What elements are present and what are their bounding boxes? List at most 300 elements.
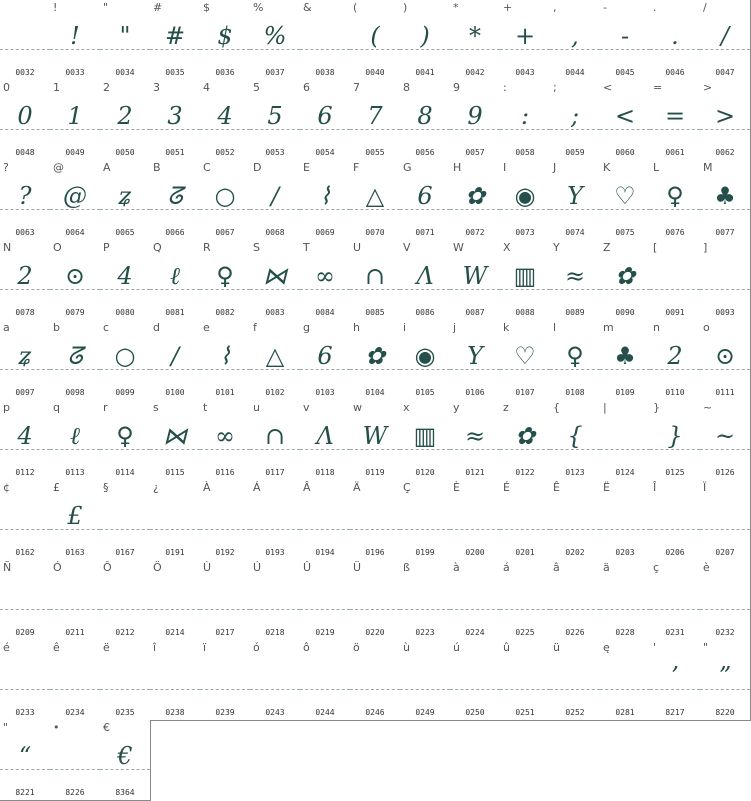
cell-code-label: 0079	[65, 308, 85, 317]
glyph-cell	[600, 480, 651, 561]
cell-baseline	[0, 609, 50, 610]
cell-code-label: 0220	[365, 628, 385, 637]
cell-baseline	[650, 529, 700, 530]
glyph-cell	[0, 560, 51, 641]
cell-code-label: 0077	[715, 228, 735, 237]
cell-key-label: Ê	[553, 481, 560, 494]
cell-key-label: Ñ	[3, 561, 12, 574]
glyph-cell	[500, 400, 551, 481]
cell-baseline	[500, 689, 550, 690]
glyph-cell	[250, 160, 301, 241]
cell-glyph: 2	[117, 102, 133, 130]
cell-key-label: g	[303, 321, 310, 334]
cell-code-label: 0074	[565, 228, 585, 237]
cell-glyph: ∩	[264, 422, 286, 450]
cell-key-label: Ë	[603, 481, 610, 494]
cell-glyph: ʑ	[18, 342, 32, 370]
cell-code-label: 0097	[15, 388, 35, 397]
glyph-cell	[350, 640, 401, 721]
cell-key-label: 0	[3, 81, 10, 94]
glyph-cell	[100, 400, 151, 481]
cell-glyph: 1	[67, 102, 83, 130]
cell-glyph: 3	[167, 102, 183, 130]
cell-code-label: 0109	[615, 388, 635, 397]
glyph-cell	[350, 160, 401, 241]
cell-glyph: ♀	[666, 182, 684, 210]
glyph-cell	[400, 80, 451, 161]
glyph-cell	[300, 320, 351, 401]
glyph-cell	[200, 400, 251, 481]
cell-baseline	[600, 529, 650, 530]
cell-key-label: W	[453, 241, 464, 254]
cell-key-label: È	[453, 481, 460, 494]
glyph-cell	[250, 400, 301, 481]
cell-baseline	[700, 609, 750, 610]
cell-glyph: .	[671, 22, 679, 50]
glyph-cell	[200, 560, 251, 641]
cell-baseline	[250, 609, 300, 610]
cell-baseline	[200, 529, 250, 530]
cell-code-label: 0194	[315, 548, 335, 557]
cell-key-label: k	[503, 321, 510, 334]
glyph-cell	[300, 80, 351, 161]
cell-code-label: 0103	[315, 388, 335, 397]
cell-code-label: 0162	[15, 548, 35, 557]
cell-key-label: e	[203, 321, 210, 334]
cell-key-label: v	[303, 401, 310, 414]
cell-code-label: 0108	[565, 388, 585, 397]
glyph-cell	[400, 640, 451, 721]
cell-baseline	[50, 769, 100, 770]
glyph-cell	[600, 160, 651, 241]
cell-baseline	[300, 529, 350, 530]
cell-key-label: N	[3, 241, 12, 254]
cell-glyph: ♣	[714, 182, 736, 210]
cell-code-label: 0196	[365, 548, 385, 557]
glyph-cell	[200, 480, 251, 561]
glyph-cell	[250, 240, 301, 321]
cell-code-label: 0115	[165, 468, 185, 477]
glyph-cell	[600, 640, 651, 721]
cell-glyph: @	[63, 182, 87, 210]
cell-glyph: ,	[571, 22, 579, 50]
cell-glyph: 7	[367, 102, 383, 130]
cell-key-label: h	[353, 321, 360, 334]
glyph-cell	[100, 720, 151, 801]
cell-key-label: <	[603, 81, 613, 94]
cell-code-label: 8364	[115, 788, 135, 797]
cell-key-label: C	[203, 161, 211, 174]
cell-code-label: 0126	[715, 468, 735, 477]
glyph-cell	[550, 240, 601, 321]
glyph-cell	[50, 480, 101, 561]
cell-glyph: ᘔ	[167, 182, 183, 210]
cell-baseline	[400, 609, 450, 610]
glyph-cell	[0, 160, 51, 241]
cell-code-label: 0105	[415, 388, 435, 397]
cell-code-label: 0047	[715, 68, 735, 77]
glyph-cell	[450, 80, 501, 161]
cell-key-label: %	[253, 1, 264, 14]
glyph-cell	[400, 400, 451, 481]
glyph-cell	[500, 0, 551, 81]
glyph-cell	[700, 80, 751, 161]
cell-code-label: 0089	[565, 308, 585, 317]
cell-code-label: 0085	[365, 308, 385, 317]
cell-code-label: 0218	[265, 628, 285, 637]
cell-key-label: w	[353, 401, 362, 414]
glyph-cell	[50, 240, 101, 321]
cell-code-label: 0104	[365, 388, 385, 397]
cell-code-label: 0163	[65, 548, 85, 557]
cell-code-label: 0061	[665, 148, 685, 157]
cell-key-label: Ä	[353, 481, 361, 494]
cell-key-label: T	[303, 241, 310, 254]
glyph-cell	[150, 320, 201, 401]
glyph-cell	[200, 80, 251, 161]
cell-key-label: î	[153, 641, 157, 654]
cell-code-label: 0114	[115, 468, 135, 477]
cell-code-label: 0048	[15, 148, 35, 157]
cell-glyph: ○	[114, 342, 136, 370]
cell-glyph: ▥	[513, 262, 537, 290]
glyph-cell	[550, 320, 601, 401]
glyph-cell	[50, 720, 101, 801]
cell-code-label: 0250	[465, 708, 485, 717]
cell-glyph: ♀	[116, 422, 134, 450]
cell-key-label: m	[603, 321, 614, 334]
glyph-cell	[400, 0, 451, 81]
cell-code-label: 0193	[265, 548, 285, 557]
glyph-cell	[450, 0, 501, 81]
cell-glyph: %	[263, 22, 287, 50]
cell-code-label: 0117	[265, 468, 285, 477]
cell-glyph: -	[620, 22, 630, 50]
cell-glyph: #	[164, 22, 186, 50]
cell-key-label: i	[403, 321, 407, 334]
glyph-cell	[0, 320, 51, 401]
cell-glyph: $	[217, 22, 233, 50]
cell-key-label: Î	[653, 481, 657, 494]
cell-baseline	[550, 529, 600, 530]
cell-code-label: 0231	[665, 628, 685, 637]
cell-code-label: 0281	[615, 708, 635, 717]
cell-key-label: -	[603, 1, 607, 14]
cell-baseline	[150, 609, 200, 610]
cell-code-label: 0073	[515, 228, 535, 237]
cell-key-label: n	[653, 321, 660, 334]
cell-key-label: ?	[3, 161, 9, 174]
cell-code-label: 0206	[665, 548, 685, 557]
cell-glyph: ∞	[315, 262, 335, 290]
cell-key-label: A	[103, 161, 111, 174]
cell-key-label: É	[503, 481, 510, 494]
cell-key-label: X	[503, 241, 511, 254]
cell-key-label: ]	[703, 241, 708, 254]
cell-key-label: $	[203, 1, 210, 14]
cell-code-label: 0068	[265, 228, 285, 237]
cell-key-label: 2	[103, 81, 110, 94]
glyph-cell	[650, 240, 701, 321]
cell-glyph: ○	[214, 182, 236, 210]
cell-glyph: /	[720, 22, 730, 50]
glyph-cell	[550, 400, 601, 481]
cell-glyph: ♡	[514, 342, 536, 370]
glyph-cell	[100, 160, 151, 241]
cell-key-label: q	[53, 401, 60, 414]
cell-code-label: 0062	[715, 148, 735, 157]
glyph-cell	[350, 240, 401, 321]
cell-key-label: U	[353, 241, 362, 254]
cell-key-label: M	[703, 161, 713, 174]
glyph-cell	[400, 160, 451, 241]
glyph-cell	[50, 80, 101, 161]
cell-code-label: 0057	[465, 148, 485, 157]
cell-baseline	[650, 289, 700, 290]
cell-code-label: 0224	[465, 628, 485, 637]
cell-baseline	[500, 529, 550, 530]
cell-code-label: 0082	[215, 308, 235, 317]
cell-glyph: ⌇	[319, 182, 331, 210]
cell-key-label: 6	[303, 81, 310, 94]
glyph-cell	[450, 160, 501, 241]
glyph-cell	[300, 640, 351, 721]
cell-code-label: 0233	[15, 708, 35, 717]
cell-code-label: 0200	[465, 548, 485, 557]
cell-key-label: &	[303, 1, 312, 14]
glyph-cell	[600, 560, 651, 641]
cell-baseline	[150, 689, 200, 690]
cell-glyph: ~	[714, 422, 736, 450]
cell-key-label: L	[653, 161, 660, 174]
cell-glyph: ∩	[364, 262, 386, 290]
cell-key-label: J	[553, 161, 557, 174]
cell-glyph: 6	[317, 102, 333, 130]
glyph-cell	[150, 80, 201, 161]
cell-key-label: /	[703, 1, 707, 14]
cell-key-label: =	[653, 81, 663, 94]
cell-key-label: B	[153, 161, 161, 174]
cell-glyph: ✿	[614, 262, 636, 290]
cell-code-label: 8221	[15, 788, 35, 797]
cell-code-label: 0067	[215, 228, 235, 237]
cell-key-label: P	[103, 241, 110, 254]
cell-code-label: 0207	[715, 548, 735, 557]
cell-key-label: Ú	[253, 561, 262, 574]
cell-glyph: (	[370, 22, 380, 50]
cell-baseline	[50, 609, 100, 610]
cell-glyph: 0	[17, 102, 33, 130]
cell-key-label: )	[403, 1, 408, 14]
cell-baseline	[350, 609, 400, 610]
cell-baseline	[450, 529, 500, 530]
cell-glyph: ♀	[566, 342, 584, 370]
cell-glyph: ⋈	[163, 422, 187, 450]
glyph-cell	[650, 160, 701, 241]
glyph-cell	[150, 640, 201, 721]
cell-code-label: 0088	[515, 308, 535, 317]
glyph-cell	[700, 480, 751, 561]
cell-code-label: 0116	[215, 468, 235, 477]
glyph-cell	[450, 640, 501, 721]
cell-code-label: 0249	[415, 708, 435, 717]
cell-glyph: ;	[570, 102, 580, 130]
cell-glyph: 6	[417, 182, 433, 210]
glyph-cell	[600, 400, 651, 481]
cell-baseline	[300, 689, 350, 690]
glyph-cell	[200, 240, 251, 321]
cell-code-label: 0049	[65, 148, 85, 157]
cell-glyph: W	[462, 262, 488, 290]
glyph-cell	[250, 640, 301, 721]
cell-glyph: ◉	[414, 342, 436, 370]
cell-code-label: 0054	[315, 148, 335, 157]
cell-code-label: 0045	[615, 68, 635, 77]
cell-glyph: )	[420, 22, 430, 50]
cell-key-label: Ô	[103, 561, 112, 574]
cell-code-label: 8220	[715, 708, 735, 717]
cell-baseline	[550, 609, 600, 610]
glyph-cell	[300, 0, 351, 81]
cell-glyph: △	[265, 342, 285, 370]
cell-key-label: ¿	[153, 481, 159, 494]
cell-glyph: ≈	[464, 422, 486, 450]
cell-baseline	[400, 689, 450, 690]
glyph-cell	[600, 320, 651, 401]
cell-code-label: 0040	[365, 68, 385, 77]
cell-key-label: ä	[603, 561, 610, 574]
cell-code-label: 0122	[515, 468, 535, 477]
glyph-cell	[500, 80, 551, 161]
cell-key-label: ö	[353, 641, 360, 654]
cell-key-label: ,	[553, 1, 557, 14]
cell-baseline	[0, 689, 50, 690]
glyph-cell	[0, 80, 51, 161]
cell-code-label: 0244	[315, 708, 335, 717]
cell-code-label: 0214	[165, 628, 185, 637]
cell-key-label: a	[3, 321, 10, 334]
cell-baseline	[450, 609, 500, 610]
cell-glyph: ♣	[614, 342, 636, 370]
cell-key-label: R	[203, 241, 211, 254]
cell-code-label: 0038	[315, 68, 335, 77]
glyph-cell	[500, 160, 551, 241]
cell-glyph: 4	[17, 422, 33, 450]
cell-glyph: Y	[467, 342, 483, 370]
cell-baseline	[200, 689, 250, 690]
cell-key-label: Q	[153, 241, 162, 254]
glyph-cell	[150, 560, 201, 641]
cell-key-label: 1	[53, 81, 60, 94]
cell-key-label: K	[603, 161, 611, 174]
cell-glyph: ⊙	[64, 262, 86, 290]
cell-key-label: j	[453, 321, 457, 334]
cell-glyph: :	[520, 102, 530, 130]
cell-baseline	[100, 689, 150, 690]
cell-glyph: △	[365, 182, 385, 210]
cell-code-label: 0053	[265, 148, 285, 157]
glyph-cell	[250, 320, 301, 401]
glyph-cell	[0, 720, 51, 801]
cell-baseline	[600, 609, 650, 610]
cell-code-label: 0102	[265, 388, 285, 397]
glyph-cell	[50, 320, 101, 401]
cell-code-label: 0219	[315, 628, 335, 637]
cell-key-label: }	[653, 401, 660, 414]
cell-glyph: Y	[567, 182, 583, 210]
cell-key-label: 7	[353, 81, 360, 94]
cell-code-label: 0035	[165, 68, 185, 77]
cell-glyph: ⋈	[263, 262, 287, 290]
cell-glyph: Λ	[316, 422, 334, 450]
cell-baseline	[500, 609, 550, 610]
glyph-cell	[700, 560, 751, 641]
cell-key-label: p	[3, 401, 10, 414]
cell-key-label: Ï	[703, 481, 707, 494]
glyph-cell	[350, 0, 401, 81]
cell-glyph: ᘔ	[67, 342, 83, 370]
cell-glyph: 4	[217, 102, 233, 130]
cell-code-label: 0123	[565, 468, 585, 477]
cell-key-label: •	[53, 721, 60, 734]
cell-code-label: 0201	[515, 548, 535, 557]
cell-baseline	[50, 689, 100, 690]
cell-baseline	[250, 529, 300, 530]
cell-baseline	[100, 529, 150, 530]
glyph-cell	[700, 0, 751, 81]
glyph-cell	[550, 560, 601, 641]
glyph-cell	[300, 480, 351, 561]
cell-code-label: 0044	[565, 68, 585, 77]
cell-glyph: +	[514, 22, 536, 50]
cell-key-label: ;	[553, 81, 557, 94]
cell-code-label: 8226	[65, 788, 85, 797]
cell-code-label: 8217	[665, 708, 685, 717]
cell-code-label: 0212	[115, 628, 135, 637]
glyph-cell	[500, 240, 551, 321]
cell-code-label: 0106	[465, 388, 485, 397]
glyph-cell	[50, 0, 101, 81]
cell-code-label: 0119	[365, 468, 385, 477]
cell-code-label: 0167	[115, 548, 135, 557]
glyph-cell	[550, 480, 601, 561]
glyph-cell	[50, 640, 101, 721]
cell-glyph: ♀	[216, 262, 234, 290]
glyph-cell	[650, 640, 701, 721]
cell-key-label: Ó	[53, 561, 62, 574]
cell-code-label: 0232	[715, 628, 735, 637]
glyph-cell	[600, 80, 651, 161]
cell-baseline	[200, 609, 250, 610]
glyph-cell	[100, 0, 151, 81]
glyph-cell	[250, 0, 301, 81]
cell-glyph: ”	[718, 662, 732, 690]
glyph-cell	[400, 240, 451, 321]
cell-code-label: 0238	[165, 708, 185, 717]
glyph-cell	[50, 560, 101, 641]
glyph-cell	[0, 480, 51, 561]
cell-key-label: o	[703, 321, 710, 334]
cell-key-label: x	[403, 401, 410, 414]
glyph-cell	[450, 560, 501, 641]
cell-code-label: 0087	[465, 308, 485, 317]
cell-glyph: 5	[267, 102, 283, 130]
glyph-cell	[300, 160, 351, 241]
cell-key-label: I	[503, 161, 507, 174]
cell-code-label: 0112	[15, 468, 35, 477]
glyph-cell	[650, 400, 701, 481]
cell-key-label: Y	[553, 241, 560, 254]
